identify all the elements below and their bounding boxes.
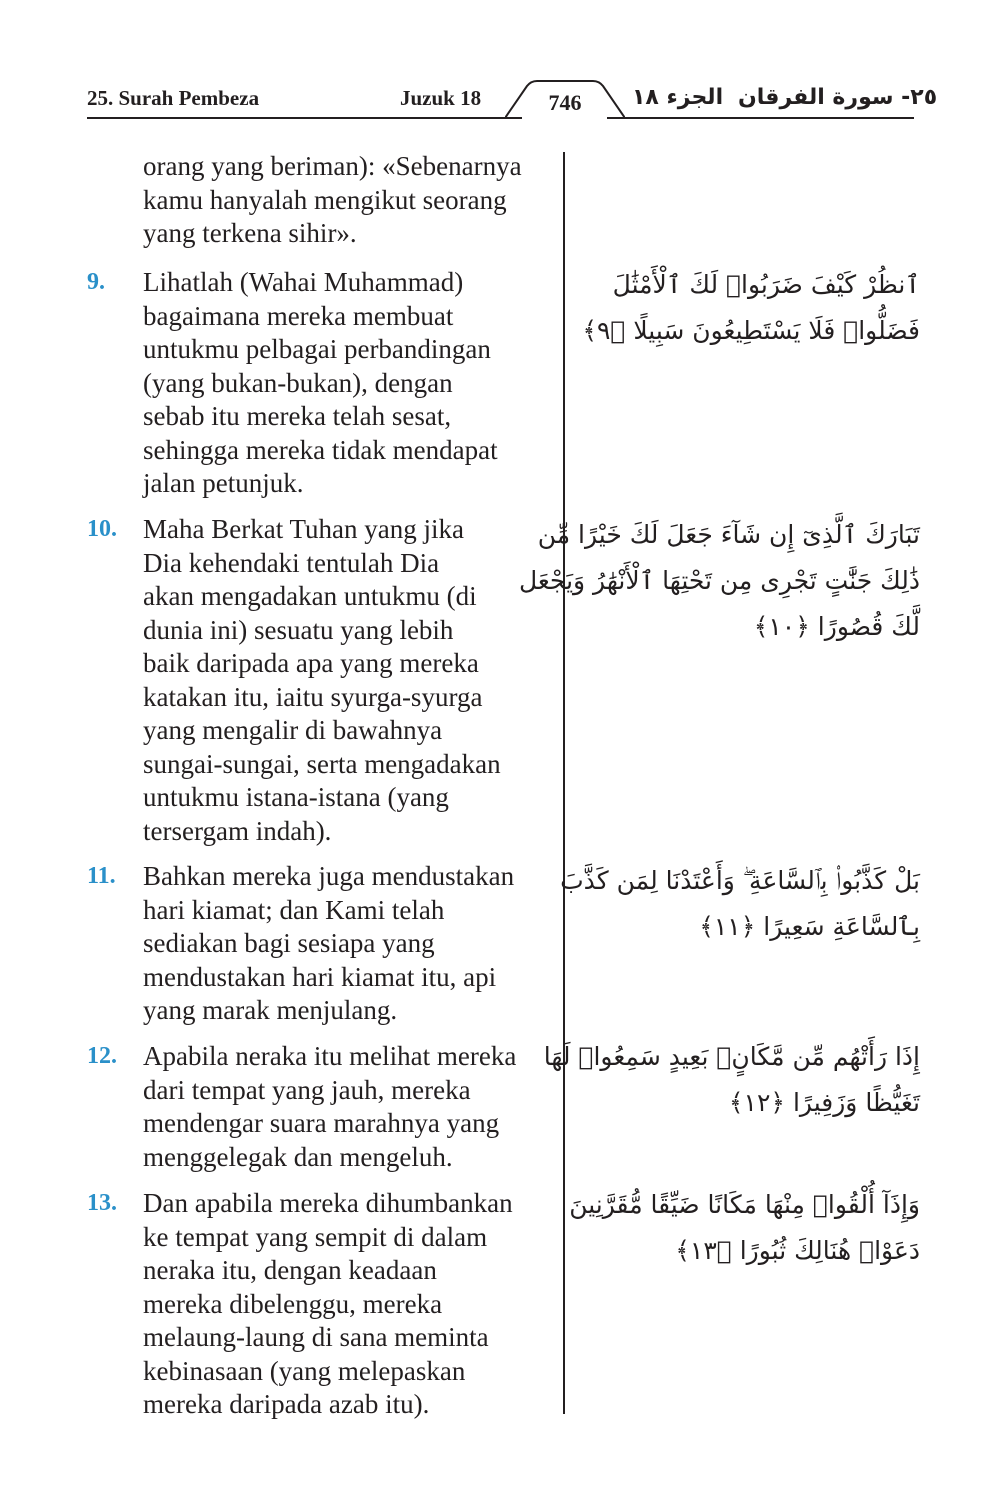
- verse-line: (yang bukan-bukan), dengan: [143, 367, 453, 398]
- continued-line: yang terkena sihir».: [143, 218, 357, 248]
- verse-9-arabic: [582, 262, 920, 354]
- verse-text: [143, 266, 558, 501]
- verse-line: katakan itu, iaitu syurga-syurga: [143, 681, 483, 712]
- verse-13-arabic: [569, 1182, 920, 1274]
- verse-line: menggelegak dan mengeluh.: [143, 1141, 453, 1172]
- verse-10-arabic: [518, 512, 920, 650]
- verse-line: Dia kehendaki tentulah Dia: [143, 547, 440, 578]
- verse-line: Lihatlah (Wahai Muhammad): [143, 267, 464, 297]
- arabic-line: تَبَارَكَ ٱلَّذِىٓ إِن شَآءَ جَعَلَ لَكَ خَيْرًا مِّن: [537, 520, 920, 549]
- verse-number: 12.: [87, 1043, 117, 1069]
- arabic-line: دَعَوْا۟ هُنَالِكَ ثُبُورًا ﴿١٣﴾: [675, 1236, 920, 1265]
- arabic-line: بِٱلسَّاعَةِ سَعِيرًا ﴿١١﴾: [699, 912, 920, 941]
- arabic-line: إِذَا رَأَتْهُم مِّن مَّكَانٍۭ بَعِيدٍ سَمِعُوا۟ لَهَا: [543, 1042, 920, 1071]
- header-rule-right: [607, 117, 914, 119]
- verse-line: mereka dibelenggu, mereka: [143, 1288, 443, 1319]
- arabic-line: وَإِذَآ أُلْقُوا۟ مِنْهَا مَكَانًا ضَيِّقًا مُّقَرَّنِينَ: [569, 1190, 920, 1219]
- verse-line: ke tempat yang sempit di dalam: [143, 1221, 488, 1252]
- continued-line: orang yang beriman): «Sebenarnya: [143, 151, 522, 181]
- header-juzuk: Juzuk 18: [400, 86, 482, 110]
- verse-line: mereka daripada azab itu).: [143, 1389, 430, 1419]
- verse-line: sehingga mereka tidak mendapat: [143, 434, 498, 465]
- arabic-line: ذَٰلِكَ جَنَّٰتٍ تَجْرِى مِن تَحْتِهَا ٱلْأَنْهَٰرُ وَيَجْعَل: [518, 566, 920, 595]
- verse-line: yang mengalir di bawahnya: [143, 715, 443, 745]
- verse-line: baik daripada apa yang mereka: [143, 648, 479, 678]
- continued-line: kamu hanyalah mengikut seorang: [143, 184, 507, 215]
- verse-text: [143, 860, 558, 1028]
- verse-line: kebinasaan (yang melepaskan: [143, 1355, 466, 1386]
- verse-line: dunia ini) sesuatu yang lebih: [143, 614, 454, 645]
- header-rule-left: [87, 117, 522, 119]
- verse-line: hari kiamat; dan Kami telah: [143, 894, 445, 925]
- verse-line: tersergam indah).: [143, 815, 332, 846]
- arabic-line: تَغَيُّظًا وَزَفِيرًا ﴿١٢﴾: [728, 1088, 920, 1117]
- verse-number: 13.: [87, 1190, 117, 1216]
- continued-translation: [143, 150, 558, 251]
- header-surah-title: 25. Surah Pembeza: [87, 86, 260, 110]
- page-number: 746: [548, 90, 582, 115]
- verse-line: bagaimana mereka membuat: [143, 300, 454, 331]
- verse-text: [143, 1040, 558, 1174]
- verse-line: Dan apabila mereka dihumbankan: [143, 1188, 513, 1218]
- header-surah-arabic: ٢٥- سورة الفرقان: [738, 85, 938, 110]
- verse-line: untukmu istana-istana (yang: [143, 782, 449, 812]
- verse-line: mendustakan hari kiamat itu, api: [143, 961, 497, 992]
- arabic-line: فَضَلُّوا۟ فَلَا يَسْتَطِيعُونَ سَبِيلًا ﴿٩﴾: [582, 316, 920, 345]
- verse-line: akan mengadakan untukmu (di: [143, 581, 477, 611]
- verse-line: sebab itu mereka telah sesat,: [143, 401, 452, 431]
- verse-line: Maha Berkat Tuhan yang jika: [143, 514, 464, 544]
- verse-line: Bahkan mereka juga mendustakan: [143, 861, 515, 891]
- verse-number: 9.: [87, 269, 105, 295]
- verse-line: untukmu pelbagai perbandingan: [143, 334, 491, 364]
- verse-line: sediakan bagi sesiapa yang: [143, 928, 435, 958]
- header-juzuk-arabic: الجزء ١٨: [632, 85, 724, 110]
- verse-11-arabic: [560, 858, 920, 950]
- verse-text: [143, 1187, 558, 1422]
- verse-line: yang marak menjulang.: [143, 995, 398, 1025]
- verse-line: jalan petunjuk.: [143, 468, 304, 498]
- verse-line: Apabila neraka itu melihat mereka: [143, 1041, 517, 1071]
- arabic-line: بَلْ كَذَّبُوا۟ بِٱلسَّاعَةِ ۖ وَأَعْتَدْنَا لِمَن كَذَّبَ: [560, 866, 920, 895]
- verse-line: melaung-laung di sana meminta: [143, 1322, 489, 1352]
- verse-number: 10.: [87, 516, 117, 542]
- verse-12-arabic: [543, 1034, 920, 1126]
- arabic-line: لَّكَ قُصُورًا ﴿١٠﴾: [753, 612, 920, 641]
- verse-line: neraka itu, dengan keadaan: [143, 1255, 437, 1285]
- verse-line: sungai-sungai, serta mengadakan: [143, 748, 501, 779]
- verse-line: mendengar suara marahnya yang: [143, 1108, 500, 1138]
- verse-line: dari tempat yang jauh, mereka: [143, 1074, 471, 1105]
- column-divider: [563, 152, 565, 1414]
- arabic-line: ٱنظُرْ كَيْفَ ضَرَبُوا۟ لَكَ ٱلْأَمْثَٰلَ: [612, 270, 920, 299]
- verse-text: [143, 513, 558, 848]
- verse-number: 11.: [87, 863, 116, 889]
